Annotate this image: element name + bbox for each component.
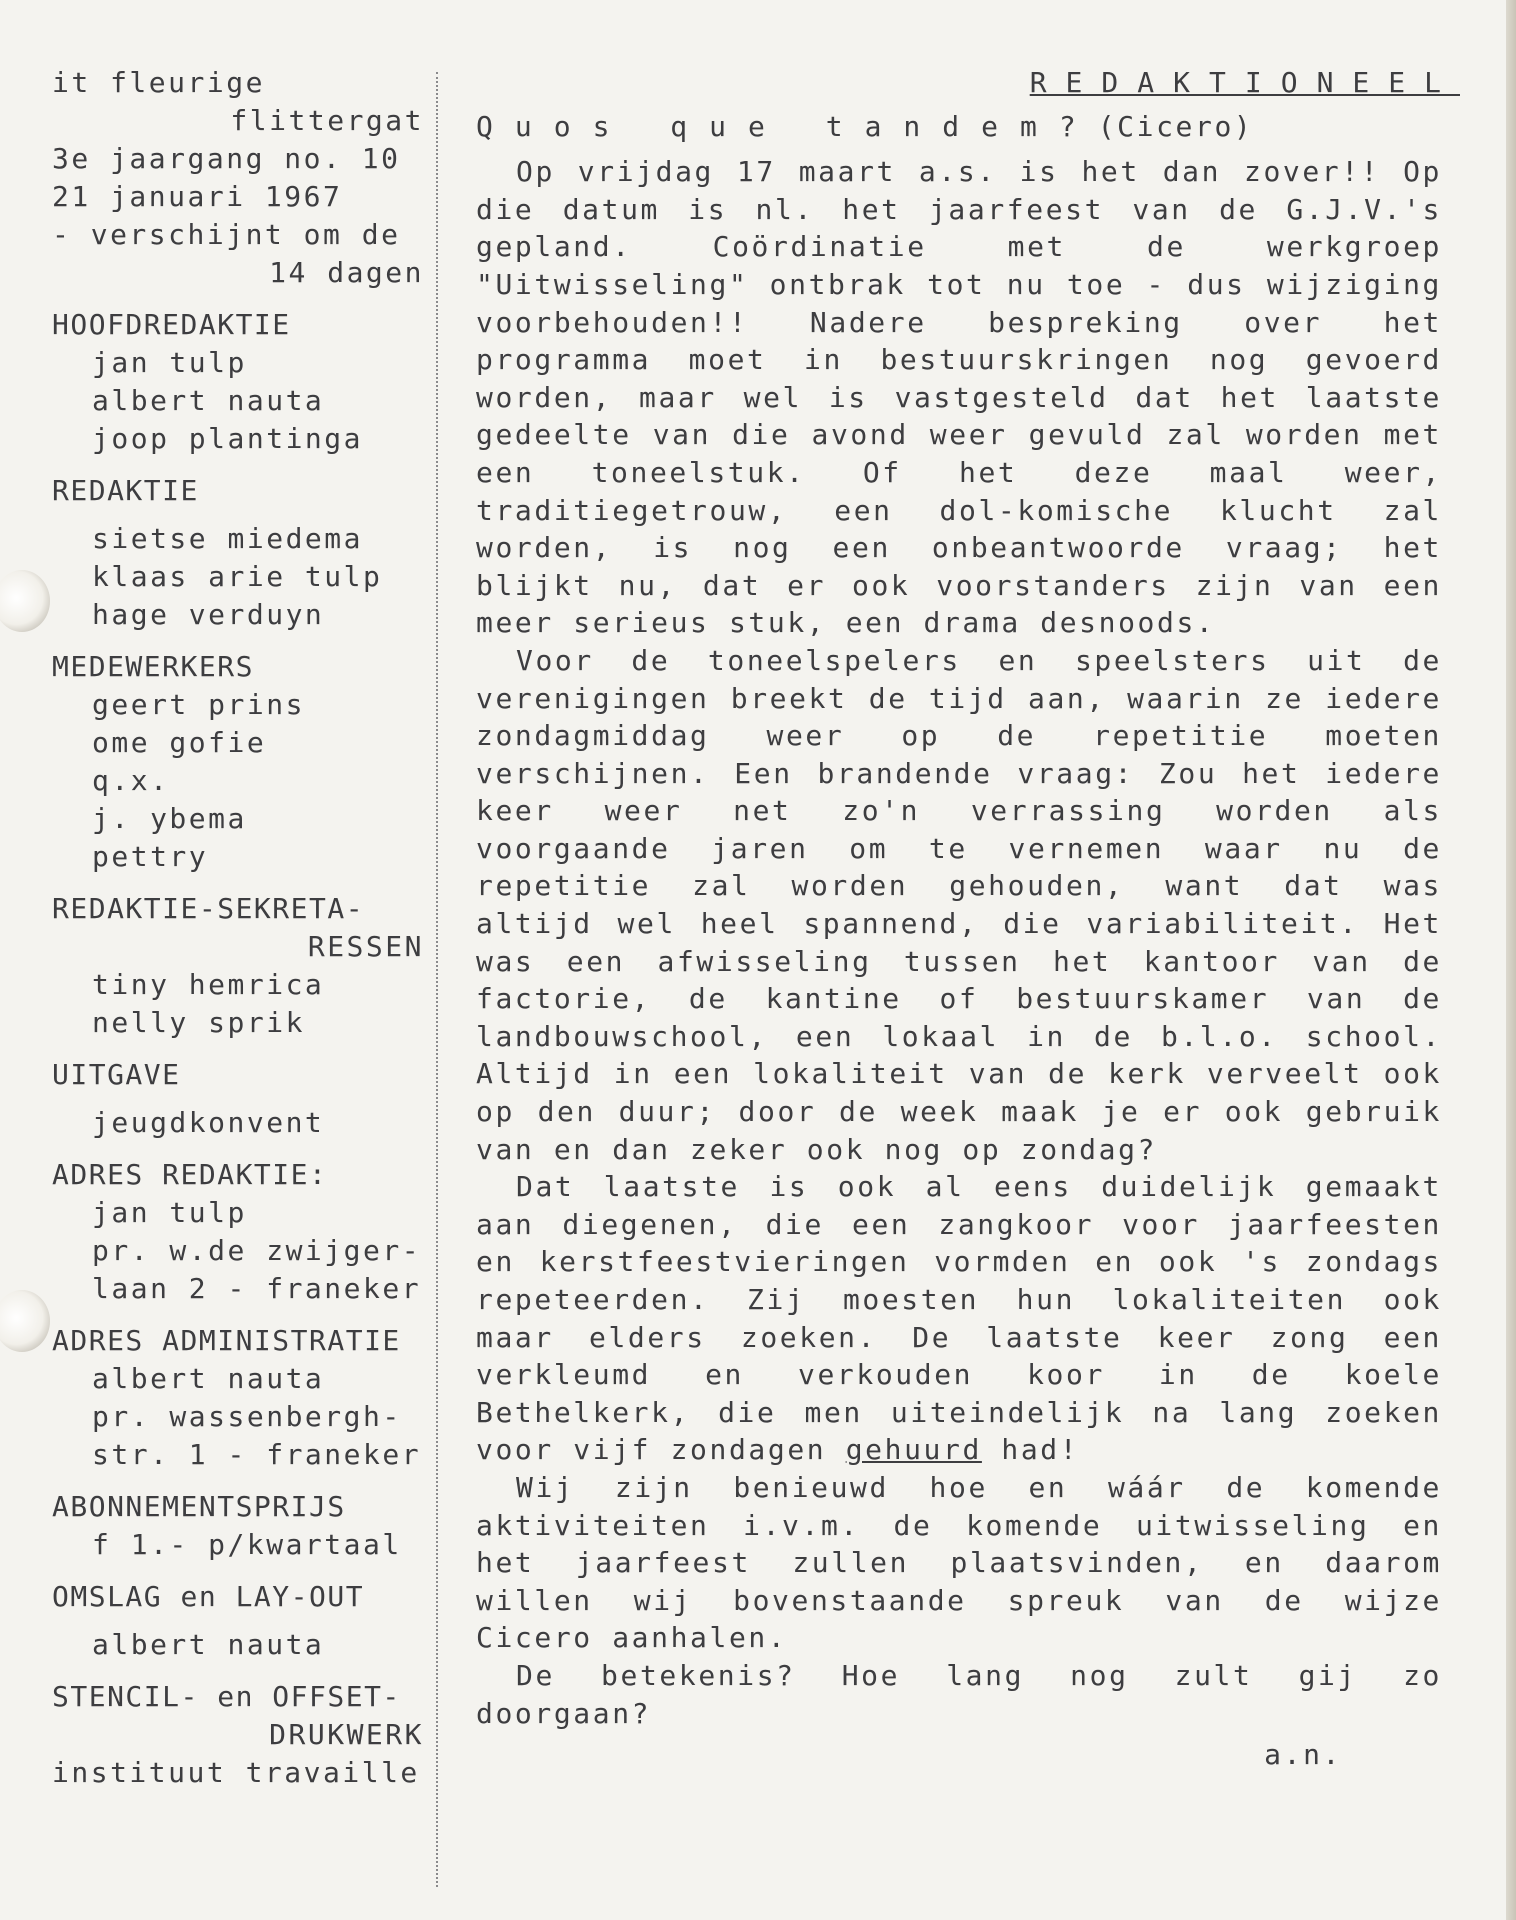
issue-date: 21 januari 1967 <box>52 180 343 213</box>
heading-medewerkers: MEDEWERKERS <box>52 650 254 683</box>
heading-hoofdredaktie: HOOFDREDAKTIE <box>52 308 291 341</box>
staff-name: pettry <box>92 840 209 873</box>
staff-name: j. ybema <box>92 802 247 835</box>
staff-name: joop plantinga <box>92 422 364 455</box>
address-line: jan tulp <box>92 1196 247 1229</box>
issue-number: 3e jaargang no. 10 <box>52 142 401 175</box>
paragraph-end: had! <box>1001 1433 1080 1467</box>
address-line: pr. w.de zwijger- <box>92 1234 422 1267</box>
heading-drukwerk-cont: DRUKWERK <box>269 1718 424 1751</box>
staff-name: klaas arie tulp <box>92 560 383 593</box>
paragraph <box>476 1168 1442 1469</box>
paragraph: Op vrijdag 17 maart a.s. is het dan zover!! Op die datum is nl. het jaarfeest van de G.J.V.'s gepland. Coördinatie met de werkgroep "Uitwisseling" ontbrak tot nu toe - dus wijziging voorbehouden!! Nadere bespreking over het programma moet in bestuurskringen nog gevoerd worden, maar wel is vastgesteld dat het laatste gedeelte van die avond weer gevuld zal worden met een toneelstuk. Of het deze maal weer, traditiegetrouw, een dol-komische klucht zal worden, is nog een onbeantwoorde vraag; het blijkt nu, dat er ook voorstanders zijn van een meer serieus stuk, een drama desnoods. <box>476 155 1442 640</box>
address-line: pr. wassenbergh- <box>92 1400 402 1433</box>
address-line: laan 2 - franeker <box>92 1272 422 1305</box>
staff-name: jan tulp <box>92 346 247 379</box>
subscription-price: f 1.- p/kwartaal <box>92 1528 402 1561</box>
heading-sekretaressen: REDAKTIE-SEKRETA- <box>52 892 365 925</box>
paragraph: De betekenis? Hoe lang nog zult gij zo doorgaan? <box>476 1658 1442 1730</box>
staff-name: ome gofie <box>92 726 267 759</box>
staff-name: hage verduyn <box>92 598 325 631</box>
paragraph: Wij zijn benieuwd hoe en wáár de komende aktiviteiten i.v.m. de komende uitwisseling en het jaarfeest zullen plaatsvinden, en daarom willen wij bovenstaande spreuk van de wijze Cicero aanhalen. <box>476 1470 1442 1655</box>
address-line: albert nauta <box>92 1362 325 1395</box>
staff-name: nelly sprik <box>92 1006 305 1039</box>
staff-name: q.x. <box>92 764 170 797</box>
frequency-line2: 14 dagen <box>269 256 424 289</box>
article-body <box>476 153 1442 1774</box>
printer: instituut travaille <box>52 1756 420 1789</box>
address-line: str. 1 - franeker <box>92 1438 422 1471</box>
signature: a.n. <box>1264 1738 1342 1772</box>
layout-credit: albert nauta <box>92 1628 325 1661</box>
staff-name: sietse miedema <box>92 522 364 555</box>
staff-name: albert nauta <box>92 384 325 417</box>
quote-source: (Cicero) <box>1097 109 1254 143</box>
staff-name: geert prins <box>92 688 305 721</box>
punch-hole <box>0 570 50 632</box>
section-title: REDAKTIONEEL <box>1029 66 1460 99</box>
staff-name: tiny hemrica <box>92 968 325 1001</box>
heading-redaktie: REDAKTIE <box>52 474 199 507</box>
punch-hole <box>0 1290 50 1352</box>
heading-sekretaressen-cont: RESSEN <box>307 930 424 963</box>
masthead-name-line2: flittergat <box>230 104 424 137</box>
heading-adres-redaktie: ADRES REDAKTIE: <box>52 1158 328 1191</box>
paragraph: Voor de toneelspelers en speelsters uit de verenigingen breekt de tijd aan, waarin ze iedere zondagmiddag weer op de repetitie moeten verschijnen. Een brandende vraag: Zou het iedere keer weer net zo'n verrassing worden als voorgaande jaren om te vernemen waar nu de repetitie zal worden gehouden, want dat was altijd wel heel spannend, die variabiliteit. Het was een afwisseling tussen het kantoor van de factorie, de kantine of bestuurskamer van de landbouwschool, een lokaal in de b.l.o. school. Altijd in een lokaliteit van de kerk verveelt ook op den duur; door de week maak je er ook gebruik van en dan zeker ook nog op zondag? <box>476 643 1442 1166</box>
paragraph-text: Dat laatste is ook al eens duidelijk gemaakt aan diegenen, die een zangkoor voor jaarfeesten en kerstfeestvieringen vormden en ook 's zondags repeteerden. Zij moesten hun lokaliteiten ook maar elders zoeken. De laatste keer zong een verkleumd en verkouden koor in de koele Bethelkerk, die men uiteindelijk na lang zoeken voor vijf zondagen <box>476 1170 1442 1467</box>
masthead-name-line1: it fleurige <box>52 66 265 99</box>
quote-line <box>476 108 1442 146</box>
publisher: jeugdkonvent <box>92 1106 325 1139</box>
heading-adres-administratie: ADRES ADMINISTRATIE <box>52 1324 401 1357</box>
editorial-article <box>476 64 1460 1774</box>
colophon-sidebar <box>52 64 424 1792</box>
heading-uitgave: UITGAVE <box>52 1058 181 1091</box>
page-edge <box>1506 0 1516 1920</box>
heading-omslag: OMSLAG en LAY-OUT <box>52 1580 365 1613</box>
column-divider <box>436 72 438 1887</box>
heading-drukwerk: STENCIL- en OFFSET- <box>52 1680 401 1713</box>
heading-abonnement: ABONNEMENTSPRIJS <box>52 1490 346 1523</box>
underlined-word: gehuurd <box>845 1433 982 1467</box>
quote-text: Quos que tandem? <box>476 109 1098 143</box>
frequency-line1: - verschijnt om de <box>52 218 401 251</box>
